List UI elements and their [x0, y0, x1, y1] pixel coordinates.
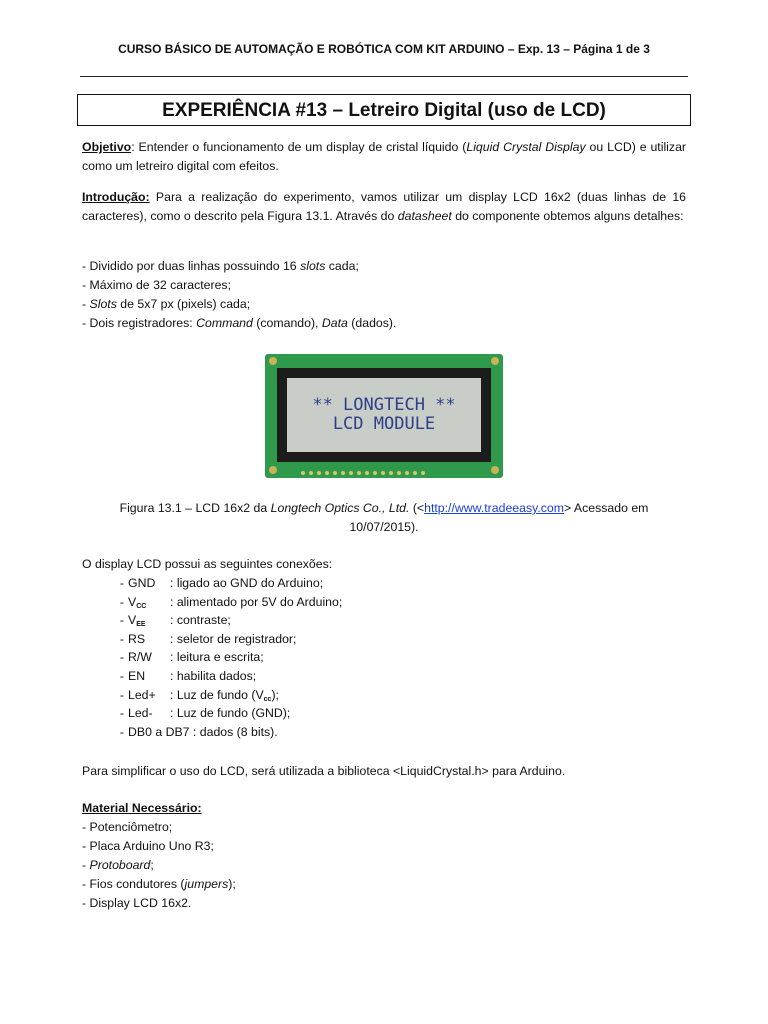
list-item: - RS : seletor de registrador; — [119, 631, 297, 646]
introducao-text-end: do componente obtemos alguns detalhes: — [451, 209, 684, 223]
list-item: - EN : habilita dados; — [119, 668, 257, 683]
list-item: - Led+ : Luz de fundo $(V_{cc})$; — [119, 687, 279, 703]
list-item: - Slots de 5x7 px (pixels) cada; — [82, 297, 251, 311]
source-link[interactable]: http://www.tradeeasy.com — [424, 501, 564, 515]
material-section — [82, 799, 686, 913]
lcd-line-2: LCD MODULE — [332, 414, 436, 434]
list-item: - Dividido por duas linhas possuindo 16 slots cada; — [82, 259, 359, 273]
list-item: - $V_{CC}$ : alimentado por 5V do Arduino; — [119, 594, 343, 610]
list-item: - GND : ligado ao GND do Arduino; — [119, 576, 324, 590]
list-item: - Placa Arduino Uno R3; — [82, 839, 214, 853]
page-header: CURSO BÁSICO DE AUTOMAÇÃO E ROBÓTICA COM KIT ARDUINO – Exp. 13 – Página 1 de 3 — [118, 42, 650, 56]
library-paragraph: Para simplificar o uso do LCD, será utilizada a biblioteca <LiquidCrystal.h> para Arduino. — [82, 764, 566, 778]
list-item: - Led- : Luz de fundo (GND); — [119, 706, 291, 721]
introducao-paragraph — [82, 188, 686, 226]
connections-intro: O display LCD possui as seguintes conexões: — [82, 557, 333, 571]
list-item: - Protoboard; — [82, 858, 154, 872]
list-item: - DB0 a DB7 : dados (8 bits). — [119, 724, 278, 739]
objetivo-text-end: ou LCD) e utilizar como um letreiro digital com efeitos. — [82, 140, 687, 173]
page-title-text: EXPERIÊNCIA #13 – Letreiro Digital (uso de LCD) — [162, 99, 606, 121]
list-item: - Display LCD 16x2. — [82, 896, 192, 910]
figure-caption-date: 10/07/2015). — [349, 520, 419, 534]
objetivo-label: Objetivo — [82, 140, 132, 154]
introducao-italic: datasheet — [397, 209, 452, 223]
lcd-figure-image — [263, 352, 505, 481]
introducao-label: Introdução: — [82, 190, 150, 204]
lcd-illustration — [263, 352, 505, 481]
list-item: - Máximo de 32 caracteres; — [82, 278, 231, 292]
list-item: - R/W : leitura e escrita; — [119, 650, 264, 665]
material-title: Material Necessário: — [82, 801, 202, 815]
objetivo-text: : Entender o funcionamento de um display de cristal líquido ( — [131, 140, 467, 154]
list-item: - Dois registradores: Command (comando), Data (dados). — [82, 316, 397, 330]
details-list — [82, 257, 686, 333]
list-item: - $V_{EE}$ : contraste; — [119, 613, 231, 629]
page-title — [77, 94, 691, 126]
list-item: - Potenciômetro; — [82, 820, 173, 834]
header-divider — [80, 76, 688, 77]
figure-caption: Figura 13.1 – LCD 16x2 da Longtech Optics Co., Ltd. (<http://www.tradeeasy.com> Acessado em 10/07/2015). — [82, 499, 686, 537]
objetivo-italic: Liquid Crystal Display — [466, 140, 586, 154]
introducao-text: Para a realização do experimento, vamos utilizar um display LCD 16x2 (duas linhas de 16 caracteres), como o descrito pela Figura 13.1. Através do — [82, 190, 686, 223]
lcd-line-1: ** LONGTECH ** — [312, 395, 456, 415]
objetivo-paragraph — [82, 138, 686, 176]
connections-section — [82, 555, 686, 741]
list-item: - Fios condutores (jumpers); — [82, 877, 236, 891]
